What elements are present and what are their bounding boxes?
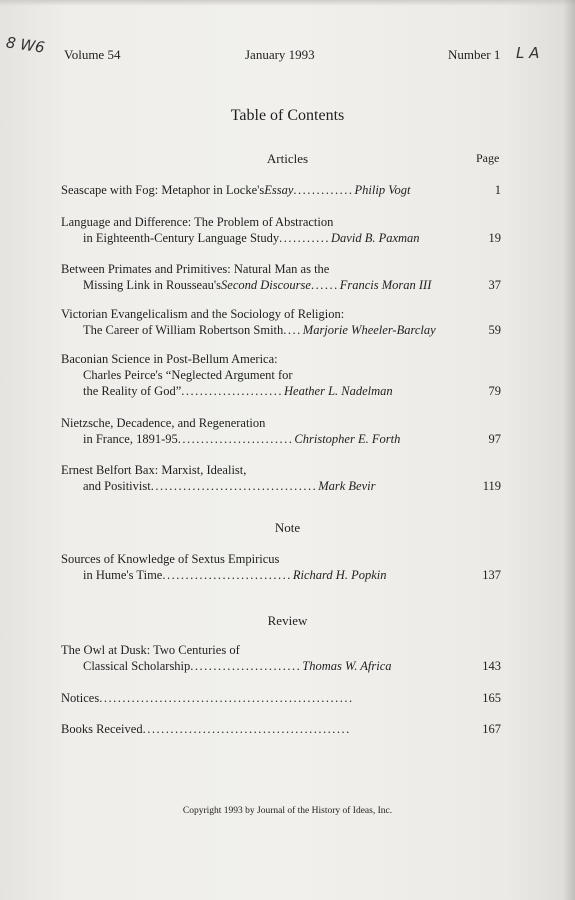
scan-edge-shadow	[0, 0, 575, 6]
entry-page: 59	[488, 323, 501, 337]
leader-dots: ...........	[279, 231, 331, 245]
section-heading-note: Note	[274, 520, 301, 535]
entry-author: Heather L. Nadelman	[284, 384, 393, 398]
copyright-notice: Copyright 1993 by Journal of the History of Ideas, Inc.	[182, 806, 393, 816]
leader-dots: ....................................	[150, 479, 318, 493]
right-edge-shadow	[563, 0, 575, 900]
entry-author: Marjorie Wheeler-Barclay	[302, 323, 436, 337]
toc-entry-books-received	[61, 721, 501, 737]
toc-entry	[61, 306, 501, 338]
entry-page: 165	[482, 691, 501, 705]
leader-dots: ....	[283, 323, 302, 337]
entry-title: The Owl at Dusk: Two Centuries of	[61, 643, 240, 657]
entry-page: 37	[488, 278, 501, 292]
entry-author: David B. Paxman	[331, 231, 420, 245]
entry-page: 19	[488, 231, 501, 245]
entry-title-continuation: Classical Scholarship	[83, 659, 191, 673]
toc-entry	[61, 415, 501, 447]
issue-number: Number 1	[448, 47, 501, 62]
entry-author: Francis Moran III	[339, 278, 432, 292]
entry-page: 79	[488, 384, 501, 398]
toc-entry	[61, 551, 501, 583]
entry-title-continuation: The Career of William Robertson Smith	[83, 323, 284, 337]
leader-dots: ............................	[162, 568, 292, 582]
toc-entry	[61, 351, 501, 399]
leader-dots: .............	[293, 183, 354, 197]
entry-title-continuation: in Eighteenth-Century Language Study	[83, 231, 280, 245]
entry-author: Christopher E. Forth	[294, 432, 401, 446]
leader-dots: ......	[310, 278, 339, 292]
entry-title: Ernest Belfort Bax: Marxist, Idealist,	[61, 463, 247, 477]
entry-author: Richard H. Popkin	[292, 568, 387, 582]
page-title: Table of Contents	[230, 107, 345, 124]
entry-page: 97	[488, 432, 501, 446]
entry-page: 167	[482, 722, 501, 736]
entry-title: Nietzsche, Decadence, and Regeneration	[61, 416, 266, 430]
entry-title: Notices	[61, 691, 100, 705]
toc-entry	[61, 261, 501, 293]
entry-title-continuation: and Positivist	[83, 479, 151, 493]
entry-title-italic: Second Discourse	[221, 278, 311, 292]
leader-dots: ........................	[190, 659, 302, 673]
leader-dots: .........................	[177, 432, 294, 446]
entry-author: Philip Vogt	[354, 183, 411, 197]
entry-title-continuation: the Reality of God”	[83, 384, 182, 398]
entry-page: 119	[482, 479, 501, 493]
page-column-label: Page	[476, 151, 500, 165]
entry-title-continuation: in France, 1891-95	[83, 432, 178, 446]
toc-entry	[61, 462, 501, 494]
entry-title-continuation: in Hume's Time	[83, 568, 163, 582]
toc-entry	[61, 214, 501, 246]
entry-title: Seascape with Fog: Metaphor in Locke's	[61, 183, 265, 197]
toc-entry	[61, 642, 501, 674]
entry-title: Victorian Evangelicalism and the Sociology of Religion:	[61, 307, 345, 321]
entry-title-italic: Essay	[264, 183, 294, 197]
handwritten-mark-left: 8 W6	[4, 33, 46, 57]
section-heading-articles: Articles	[266, 151, 309, 166]
volume-label: Volume 54	[64, 47, 121, 62]
entry-title: Between Primates and Primitives: Natural Man as the	[61, 262, 330, 276]
issue-date: January 1993	[245, 47, 315, 62]
leader-dots: ......................	[181, 384, 283, 398]
leader-dots: .............................................	[142, 722, 351, 736]
entry-page: 137	[482, 568, 501, 582]
entry-author: Mark Bevir	[318, 479, 376, 493]
entry-title: Sources of Knowledge of Sextus Empiricus	[61, 552, 280, 566]
entry-author: Thomas W. Africa	[302, 659, 392, 673]
entry-page: 1	[494, 183, 501, 197]
entry-title-continuation: Charles Peirce's “Neglected Argument for	[83, 368, 293, 382]
entry-title-continuation: Missing Link in Rousseau's	[83, 278, 222, 292]
toc-entry	[61, 182, 501, 198]
entry-title: Baconian Science in Post-Bellum America:	[61, 352, 278, 366]
toc-entry-notices	[61, 690, 501, 706]
entry-page: 143	[482, 659, 501, 673]
handwritten-mark-right: L A	[516, 44, 540, 62]
section-heading-review: Review	[267, 613, 308, 628]
entry-title: Books Received	[61, 722, 143, 736]
entry-title: Language and Difference: The Problem of Abstraction	[61, 215, 334, 229]
leader-dots: .......................................................	[99, 691, 354, 705]
